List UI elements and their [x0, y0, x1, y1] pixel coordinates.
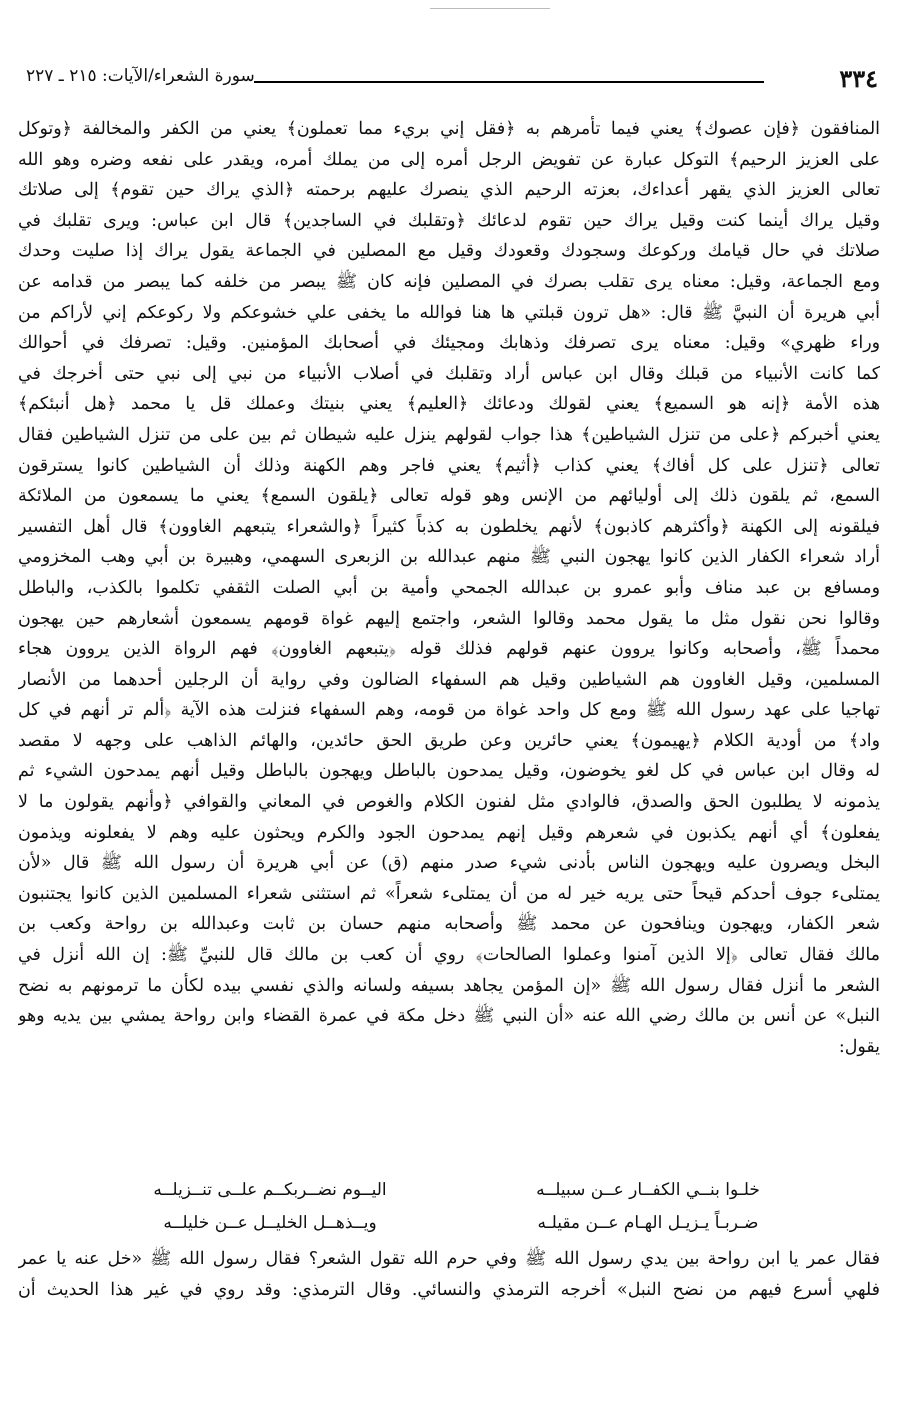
text-line: ومع الجماعة، وقيل: معناه يرى تقلب بصرك في المصلين فإنه كان ﷺ يبصر من خلفه كما يبصر من قدامه عن [18, 271, 880, 292]
text-line: فلهي أسرع فيهم من نضح النبل» أخرجه الترمذي والنسائي. وقال الترمذي: وقد روي في غير هذا الحديث أن [18, 1279, 880, 1300]
poem-hemistich-first: خلـوا بنــي الكفــار عــن سبيلــه [536, 1180, 760, 1200]
text-line: أراد شعراء الكفار الذين كانوا يهجون النبي ﷺ منهم عبدالله بن الزبعرى السهمي، وهبيرة بن أبي وهب المخزومي [18, 547, 880, 568]
poem-verse [110, 1174, 808, 1207]
text-line: الشعر ما أنزل فقال رسول الله ﷺ «إن المؤمن يجاهد بسيفه ولسانه والذي نفسي بيده لكأن ما ترمونهم به نضح [18, 975, 880, 996]
top-edge-rule [430, 8, 550, 9]
page-header [22, 64, 882, 94]
text-line: يمتلىء جوف أحدكم قيحاً حتى يريه خير له من أن يمتلىء شعراً» ثم استثنى شعراء المسلمين الذين كانوا يجتنبون [18, 883, 880, 904]
poem-hemistich-second: اليــوم نضــربكــم علــى تنــزيلــه [153, 1180, 387, 1200]
text-line: محمداً ﷺ، وأصحابه وكانوا يروون عنهم قولهم فذلك قوله ﴿يتبعهم الغاوون﴾ فهم الرواة الذين يروون هجاء [18, 639, 880, 660]
running-head: سورة الشعراء/الآيات: ٢١٥ ـ ٢٢٧ [26, 66, 255, 86]
text-line: مالك فقال تعالى ﴿إلا الذين آمنوا وعملوا الصالحات﴾ روي أن كعب بن مالك قال للنبيِّ ﷺ: إن الله أنزل في [18, 945, 880, 966]
poem-verse [110, 1207, 808, 1240]
text-line: على العزيز الرحيم﴾ التوكل عبارة عن تفويض الرجل أمره إلى من يملك أمره، ويقدر على نفعه وضره وهو الله [18, 149, 880, 170]
poem-hemistich-first: ضـربـاً يـزيـل الهـام عــن مقيلـه [537, 1213, 759, 1233]
text-line: صلاتك في حال قيامك وركوعك وسجودك وقعودك وقيل مع المصلين في الجماعة يقول يراك إذا صليت وحدك [18, 241, 880, 262]
text-line: شعر الكفار، ويهجون وينافحون عن محمد ﷺ وأصحابه منهم حسان بن ثابت وعبدالله بن رواحة وكعب بن [18, 914, 880, 935]
text-line-intro: يقول: [838, 1036, 880, 1057]
body-text [18, 114, 880, 1062]
text-line: يفعلون﴾ أي أنهم يكذبون في شعرهم وقيل إنهم يمدحون الجود والكرم ويحثون عليه وهم لا يفعلونه ويذمون [18, 822, 880, 843]
text-line: النبل» عن أنس بن مالك رضي الله عنه «أن النبي ﷺ دخل مكة في عمرة القضاء وابن رواحة يمشي بين يديه وهو [18, 1006, 880, 1027]
text-line: البخل ويصرون عليه ويهجون الناس بأدنى شيء صدر منهم (ق) عن أبي هريرة أن رسول الله ﷺ قال «لأن [18, 853, 880, 874]
header-rule [254, 81, 764, 83]
closing-paragraph [18, 1244, 880, 1305]
poem [110, 1174, 808, 1240]
text-line: وقالوا نحن نقول مثل ما يقول محمد وقالوا الشعر، واجتمع إليهم غواة قومهم يسمعون أشعارهم حين يهجون [18, 608, 880, 629]
text-line: واد﴾ من أودية الكلام ﴿يهيمون﴾ يعني حائرين وعن طريق الحق حائدين، والهائم الذاهب على وجهه لا مقصد [18, 730, 880, 751]
text-line: هذه الأمة ﴿إنه هو السميع﴾ يعني لقولك ودعائك ﴿العليم﴾ يعني بنيتك وعملك قل يا محمد ﴿هل أنبئكم﴾ [18, 394, 880, 415]
text-line: تهاجيا على عهد رسول الله ﷺ ومع كل واحد غواة من قومه، وهم السفهاء فنزلت هذه الآية ﴿ألم تر أنهم في كل [18, 700, 880, 721]
text-line: ومسافع بن عبد مناف وأبو عمرو بن عبدالله الجمحي وأمية بن أبي الصلت الثقفي تكلموا بالكذب، والباطل [18, 577, 880, 598]
text-line: المنافقون ﴿فإن عصوك﴾ يعني فيما تأمرهم به ﴿فقل إني بريء مما تعملون﴾ يعني من الكفر والمخالفة ﴿وتوكل [18, 119, 880, 139]
text-line: فقال عمر يا ابن رواحة بين يدي رسول الله ﷺ وفي حرم الله تقول الشعر؟ فقال رسول الله ﷺ «خل عنه يا عمر [18, 1249, 880, 1269]
text-line: تعالى العزيز الذي يقهر أعداءك، بعزته الرحيم الذي ينصرك عليهم برحمته ﴿الذي يراك حين تقوم﴾ إلى صلاتك [18, 180, 880, 201]
text-line: كما كانت الأنبياء من قبلك وقال ابن عباس أراد وتقلبك في أصلاب الأنبياء من نبي إلى نبي حتى أخرجك في [18, 363, 880, 384]
text-line: تعالى ﴿تنزل على كل أفاك﴾ يعني كذاب ﴿أثيم﴾ يعني فاجر وهم الكهنة وذلك أن الشياطين كانوا يسترقون [18, 455, 880, 476]
text-line: وراء ظهري» وقيل: معناه يرى تصرفك وذهابك ومجيئك في أصحابك المؤمنين. وقيل: تصرفك في أحوالك [18, 333, 880, 354]
text-line: له وقال ابن عباس في كل لغو يخوضون، وقيل يمدحون بالباطل ويهجون بالباطل وقيل أنهم يمدحون الشيء ثم [18, 761, 880, 782]
poem-hemistich-second: ويــذهــل الخليــل عــن خليلــه [163, 1213, 377, 1233]
text-line: يعني أخبركم ﴿على من تنزل الشياطين﴾ هذا جواب لقولهم ينزل عليه شيطان ثم بين على من تنزل الشياطين فقال [18, 424, 880, 445]
text-line: أبي هريرة أن النبيَّ ﷺ قال: «هل ترون قبلتي ها هنا فوالله ما يخفى علي خشوعكم ولا ركوعكم إني لأراكم من [18, 302, 880, 323]
text-line: السمع، ثم يلقون ذلك إلى أوليائهم من الإنس وهو قوله تعالى ﴿يلقون السمع﴾ يعني ما يسمعون من الملائكة [18, 486, 880, 507]
text-line: فيلقونه إلى الكهنة ﴿وأكثرهم كاذبون﴾ لأنهم يخلطون به كذباً كثيراً ﴿والشعراء يتبعهم الغاوون﴾ قال أهل التفسير [18, 516, 880, 537]
text-line: المسلمين، وقيل الغاوون هم الشياطين وقيل هم السفهاء الضالون وفي رواية أن الرجلين أحدهما من الأنصار [18, 669, 880, 690]
text-line: وقيل يراك أينما كنت وقيل يراك حين تقوم لدعائك ﴿وتقلبك في الساجدين﴾ قال ابن عباس: ويرى تقلبك في [18, 210, 880, 231]
text-line: يذمونه لا يطلبون الحق والصدق، فالوادي مثل لفنون الكلام والغوص في المعاني والقوافي ﴿وأنهم يقولون ما لا [18, 792, 880, 813]
page-number: ٣٣٤ [839, 64, 878, 93]
